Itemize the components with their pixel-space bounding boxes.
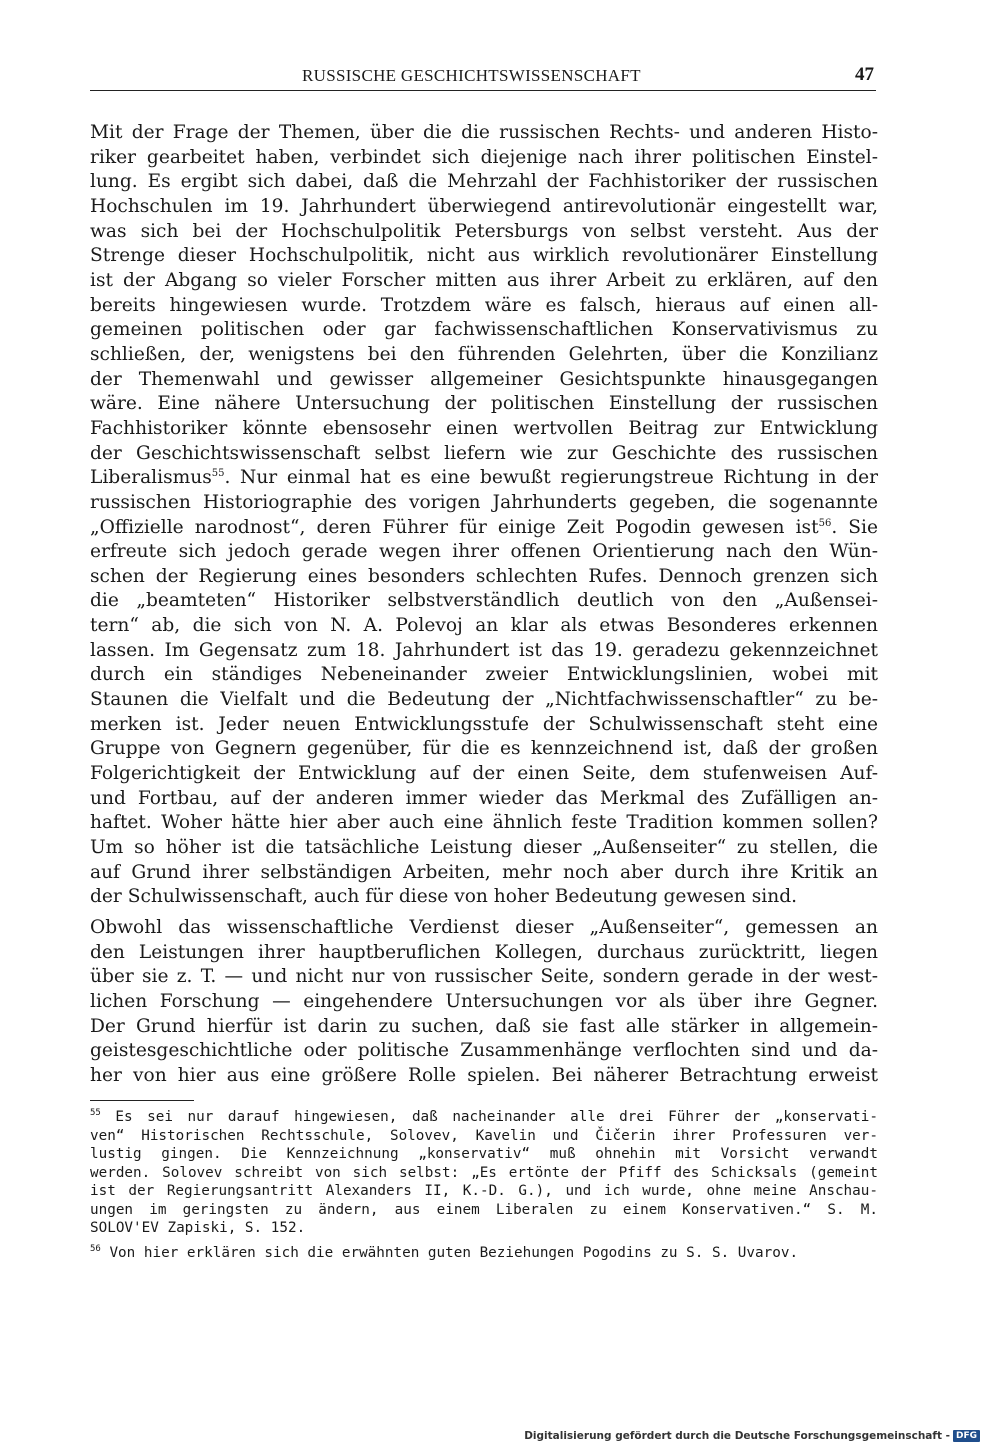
text-line: geistesgeschichtliche oder politische Zusammenhänge verflochten sind und da- <box>90 1040 878 1062</box>
text-line: auf Grund ihrer selbständigen Arbeiten, mehr noch aber durch ihre Kritik an <box>90 861 878 883</box>
digitization-credit <box>524 1428 980 1444</box>
text-line: riker gearbeitet haben, verbindet sich diejenige nach ihrer politischen Einstel- <box>90 146 878 168</box>
text-line: der Themenwahl und gewisser allgemeiner Gesichtspunkte hinausgegangen <box>90 368 878 390</box>
footnotes <box>90 1108 878 1262</box>
text-line: Folgerichtigkeit der Entwicklung auf der einen Seite, dem stufenweisen Auf- <box>90 763 878 785</box>
text-line: schließen, der, wenigstens bei den führenden Gelehrten, über die Konzilianz <box>90 343 878 365</box>
text-line: merken ist. Jeder neuen Entwicklungsstufe der Schulwissenschaft steht eine <box>90 713 878 735</box>
footnote-line: ist der Regierungsantritt Alexanders II, K.-D. G.), und ich wurde, ohne meine Anschau- <box>90 1183 878 1199</box>
running-title: RUSSISCHE GESCHICHTSWISSENSCHAFT <box>302 66 641 85</box>
footnote-line: werden. Solovev schreibt von sich selbst: „Es ertönte der Pfiff des Schicksals (gemeint <box>90 1164 878 1181</box>
text-segment: . Sie <box>831 516 878 538</box>
text-segment: Liberalismus <box>90 467 212 489</box>
footnote-line: ungen im geringsten zu ändern, aus einem Liberalen zu einem Konservativen.“ S. M. <box>90 1201 878 1218</box>
text-line: Mit der Frage der Themen, über die die russischen Rechts- und anderen Histo- <box>90 122 878 143</box>
text-line: und Fortbau, auf der anderen immer wieder das Merkmal des Zufälligen an- <box>90 787 878 809</box>
credit-text: Digitalisierung gefördert durch die Deutsche Forschungsgemeinschaft - <box>524 1430 950 1442</box>
text-segment: . Nur einmal hat es eine bewußt regierungstreue Richtung in der <box>224 467 878 489</box>
text-line: Strenge dieser Hochschulpolitik, nicht aus wirklich revolutionärer Einstellung <box>90 245 878 267</box>
footnote-55-line <box>90 1108 878 1127</box>
text-line: haftet. Woher hätte hier aber auch eine ähnlich feste Tradition kommen sollen? <box>90 812 878 834</box>
text-line: was sich bei der Hochschulpolitik Petersburgs von selbst versteht. Aus der <box>90 220 878 242</box>
footnote-ref-56: 56 <box>818 517 832 529</box>
text-line-with-footnote-55 <box>90 466 878 491</box>
dfg-logo: DFG <box>953 1430 980 1442</box>
text-line: lassen. Im Gegensatz zum 18. Jahrhundert ist das 19. geradezu gekennzeichnet <box>90 639 878 661</box>
footnote-line: lustig gingen. Die Kennzeichnung „konservativ“ muß ohnehin mit Vorsicht verwandt <box>90 1146 878 1162</box>
footnote-line: ven“ Historischen Rechtsschule, Solovev, Kavelin und Čičerin ihrer Professuren ver- <box>90 1127 878 1144</box>
text-line: Obwohl das wissenschaftliche Verdienst dieser „Außenseiter“, gemessen an <box>90 917 878 938</box>
page-number: 47 <box>855 64 874 85</box>
text-line: über sie z. T. — und nicht nur von russischer Seite, sondern gerade in der west- <box>90 966 878 988</box>
text-line: ist der Abgang so vieler Forscher mitten aus ihrer Arbeit zu erklären, auf den <box>90 269 878 291</box>
text-line: her von hier aus eine größere Rolle spielen. Bei näherer Betrachtung erweist <box>90 1064 878 1086</box>
text-line: tern“ ab, die sich von N. A. Polevoj an klar als etwas Besonderes erkennen <box>90 615 878 637</box>
footnote-text: Von hier erklären sich die erwähnten guten Beziehungen Pogodins zu S. S. Uvarov. <box>100 1244 799 1261</box>
text-line-with-footnote-56 <box>90 516 878 541</box>
text-line: Gruppe von Gegnern gegenüber, für die es kennzeichnend ist, daß der großen <box>90 738 878 760</box>
footnote-marker-56: 56 <box>90 1243 101 1254</box>
footnote-marker-55: 55 <box>90 1108 101 1118</box>
text-line: Hochschulen im 19. Jahrhundert überwiegend antirevolutionär eingestellt war, <box>90 195 878 217</box>
footnote-text: Es sei nur darauf hingewiesen, daß nacheinander alle drei Führer der „konservati- <box>100 1109 878 1125</box>
text-line: Staunen die Vielfalt und die Bedeutung der „Nichtfachwissenschaftler“ zu be- <box>90 689 878 711</box>
text-line: russischen Historiographie des vorigen Jahrhunderts gegeben, die sogenannte <box>90 491 878 513</box>
footnote-ref-55: 55 <box>211 468 225 480</box>
text-line: wäre. Eine nähere Untersuchung der politischen Einstellung der russischen <box>90 393 878 415</box>
main-text <box>90 121 878 1089</box>
text-segment: „Offizielle narodnost“, deren Führer für einige Zeit Pogodin gewesen ist <box>90 516 819 538</box>
text-line: Um so höher ist die tatsächliche Leistung dieser „Außenseiter“ zu stellen, die <box>90 837 878 859</box>
text-line: den Leistungen ihrer hauptberuflichen Kollegen, durchaus zurücktritt, liegen <box>90 941 878 963</box>
footnote-line: SOLOV'EV Zapiski, S. 152. <box>90 1220 306 1236</box>
text-line: bereits hingewiesen wurde. Trotzdem wäre es falsch, hieraus auf einen all- <box>90 294 878 316</box>
text-line: der Geschichtswissenschaft selbst liefern wie zur Geschichte des russischen <box>90 442 878 464</box>
text-line: die „beamteten“ Historiker selbstverständlich deutlich von den „Außensei- <box>90 590 878 612</box>
footnote-56-line <box>90 1244 878 1263</box>
text-line: durch ein ständiges Nebeneinander zweier Entwicklungslinien, wobei mit <box>90 664 878 686</box>
text-line: gemeinen politischen oder gar fachwissenschaftlichen Konservativismus zu <box>90 319 878 341</box>
footnote-separator <box>90 1100 194 1101</box>
text-line: lung. Es ergibt sich dabei, daß die Mehrzahl der Fachhistoriker der russischen <box>90 171 878 193</box>
running-header <box>90 62 876 91</box>
text-line: lichen Forschung — eingehendere Untersuchungen vor als über ihre Gegner. <box>90 990 878 1012</box>
text-line: Fachhistoriker könnte ebensosehr einen wertvollen Beitrag zur Entwicklung <box>90 417 878 439</box>
text-line: Der Grund hierfür ist darin zu suchen, daß sie fast alle stärker in allgemein- <box>90 1015 878 1037</box>
text-line: der Schulwissenschaft, auch für diese von hoher Bedeutung gewesen sind. <box>90 886 798 908</box>
text-line: erfreute sich jedoch gerade wegen ihrer offenen Orientierung nach den Wün- <box>90 541 878 563</box>
text-line: schen der Regierung eines besonders schlechten Rufes. Dennoch grenzen sich <box>90 565 878 587</box>
